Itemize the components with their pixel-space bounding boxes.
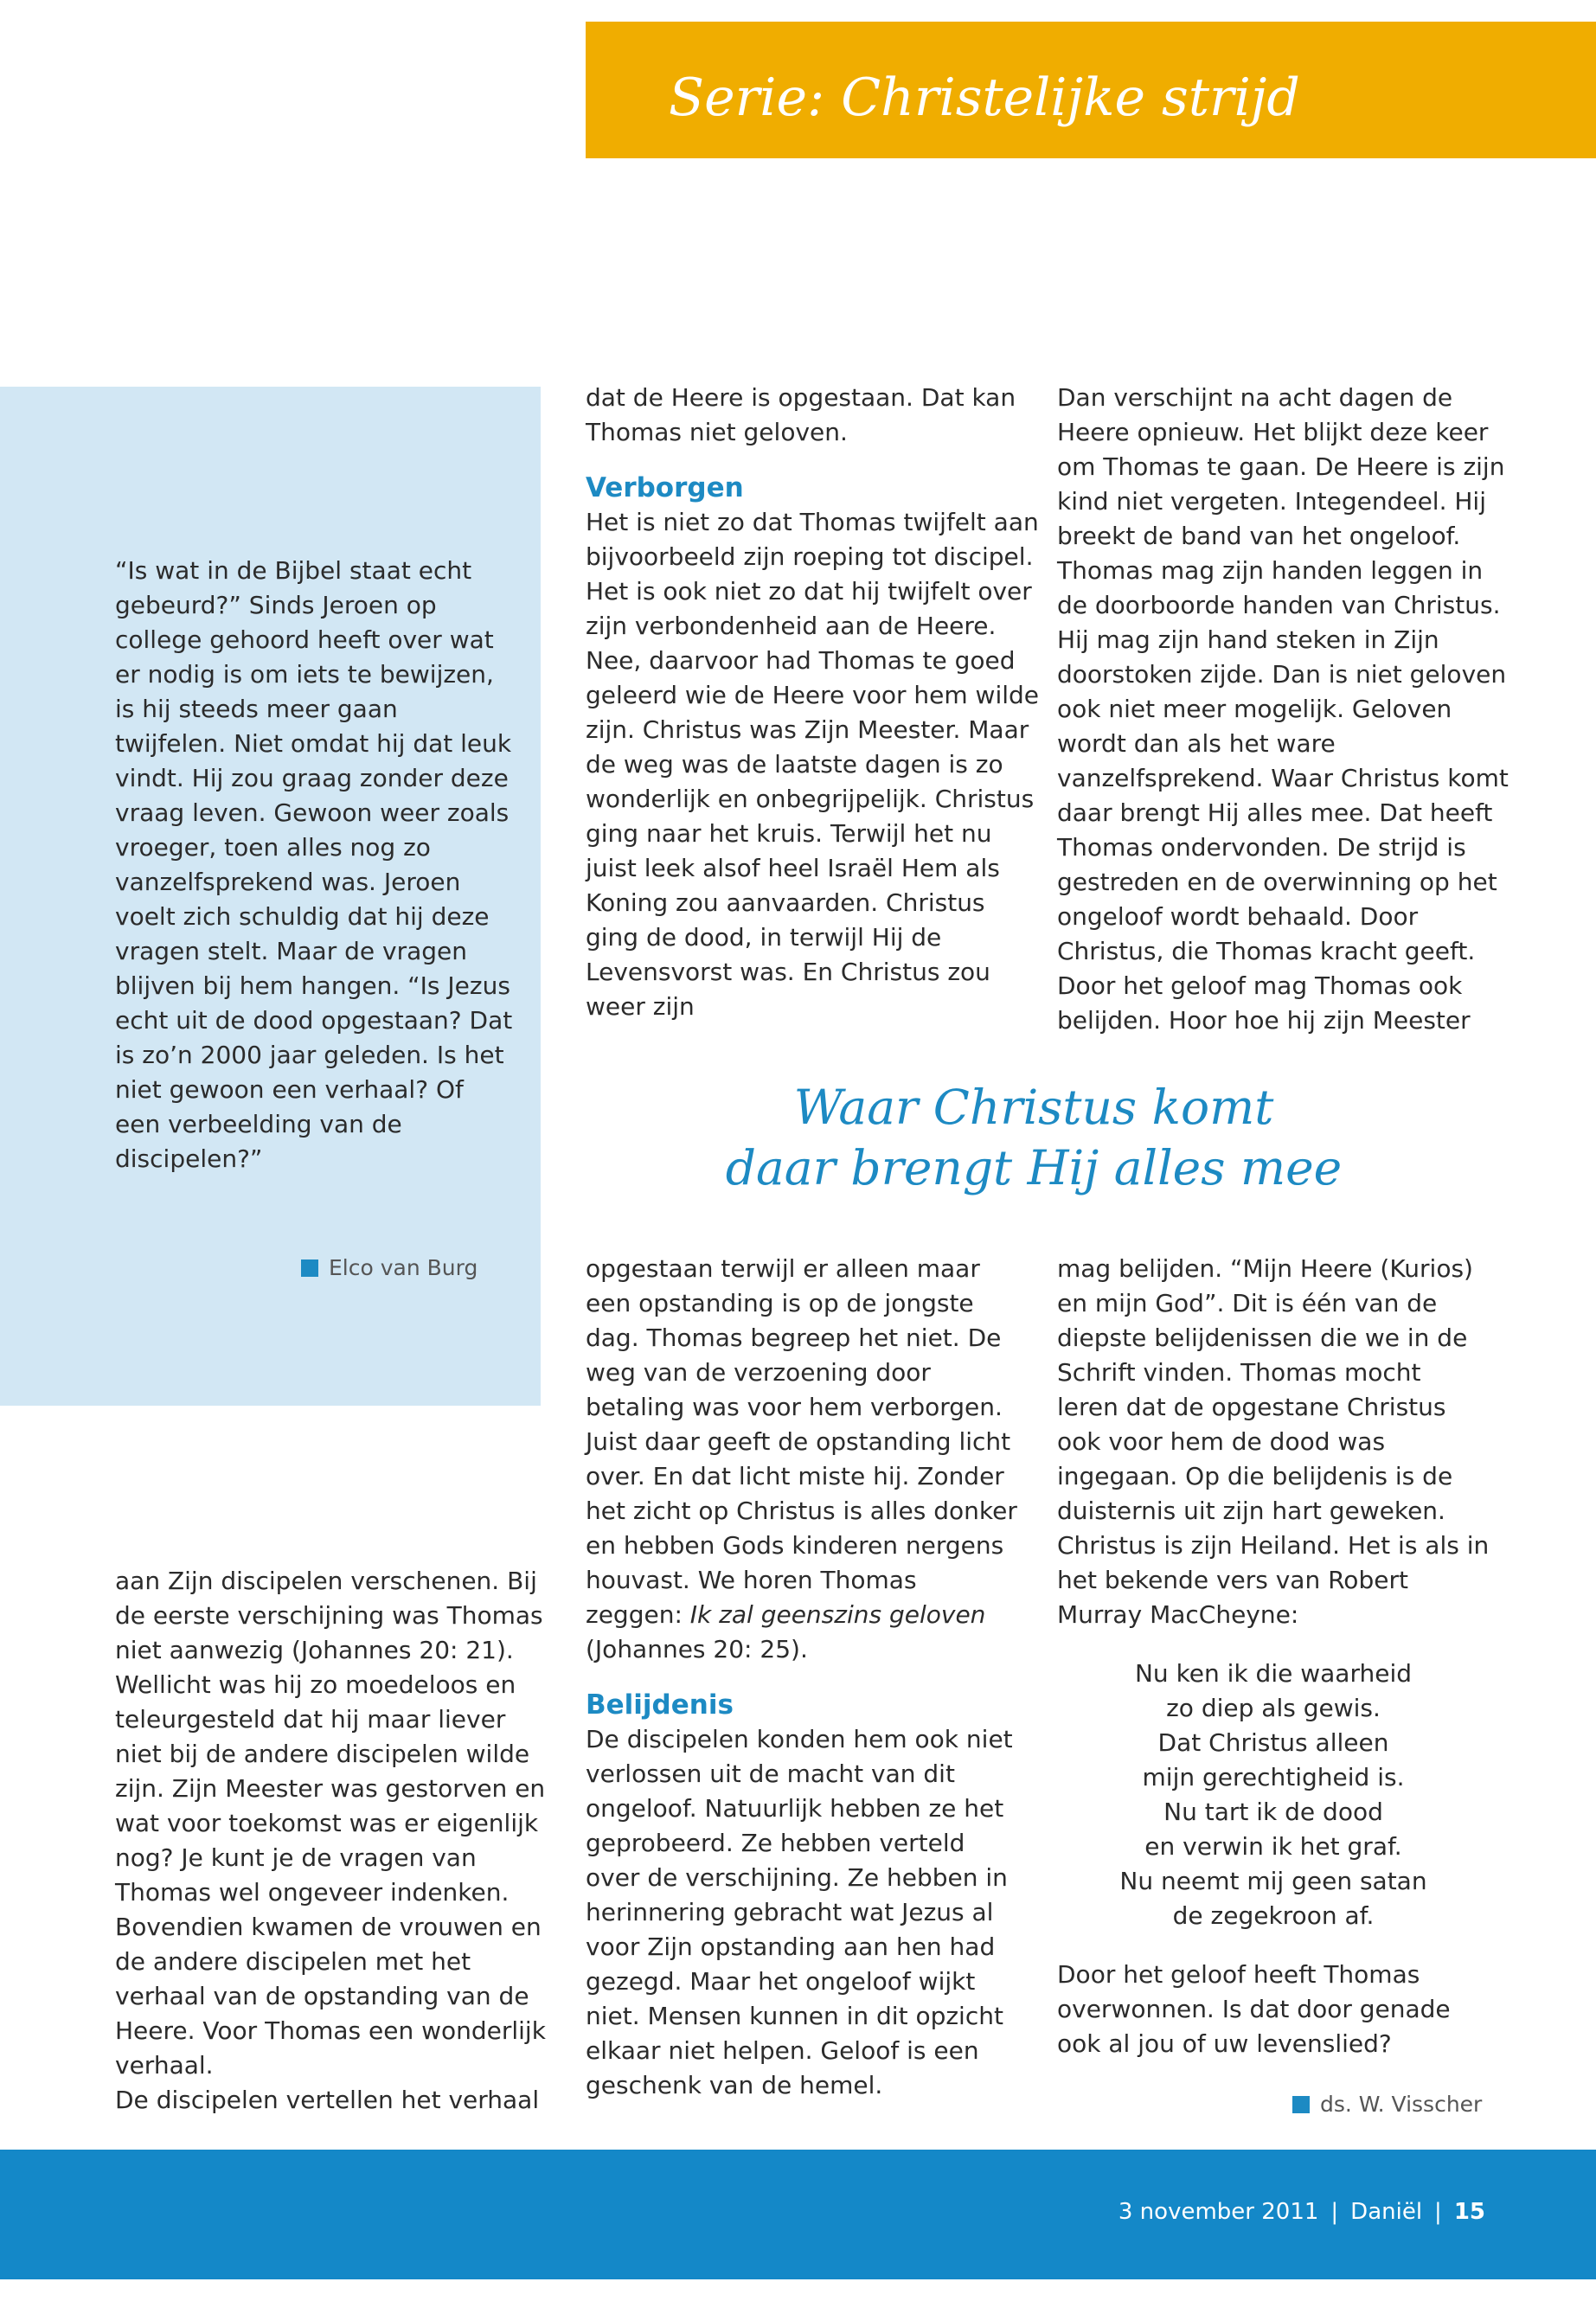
column-1-bottom: [115, 1564, 548, 2118]
paragraph-text: opgestaan terwijl er alleen maar een opstanding is op de jongste dag. Thomas begreep het niet. De weg van de verzoening door betaling was voor hem verborgen. Juist daar geeft de opstanding licht over. En dat licht miste hij. Zonder het zicht op Christus is alles donker en hebben Gods kinderen nergens houvast. We horen Thomas zeggen:: [586, 1254, 1017, 1629]
paragraph: dat de Heere is opgestaan. Dat kan Thomas niet geloven.: [586, 383, 1016, 446]
paragraph: De discipelen vertellen het verhaal: [115, 2086, 540, 2114]
poem-line: de zegekroon af.: [1172, 1901, 1375, 1930]
poem-line: en verwin ik het graf.: [1144, 1832, 1402, 1861]
column-2-bottom: [586, 1252, 1018, 2103]
poem-line: Nu ken ik die waarheid: [1134, 1659, 1413, 1688]
subheading-belijdenis: Belijdenis: [586, 1689, 734, 1721]
intro-author: [301, 1251, 478, 1285]
paragraph-text: (Johannes 20: 25).: [586, 1635, 808, 1663]
poem: [1057, 1657, 1490, 1933]
pull-quote: [657, 1077, 1410, 1198]
author-square-icon: [1292, 2096, 1310, 2113]
paragraph: aan Zijn discipelen verschenen. Bij de eerste verschijning was Thomas niet aanwezig (Johannes 20: 21). Wellicht was hij zo moedeloos en teleurgesteld dat hij maar liever niet bij de andere discipelen wilde zijn. Zijn Meester was gestorven en wat voor toekomst was er eigenlijk nog? Je kunt je de vragen van Thomas wel ongeveer indenken. Bovendien kwamen de vrouwen en de andere discipelen met het verhaal van de opstanding van de Heere. Voor Thomas een wonderlijk verhaal.: [115, 1567, 546, 2080]
column-2-top: [586, 381, 1040, 1024]
paragraph: [586, 1252, 1018, 1667]
footer-text: [1118, 2195, 1485, 2229]
footer-publication: Daniël: [1350, 2199, 1423, 2225]
paragraph: Door het geloof heeft Thomas overwonnen. Is dat door genade ook al jou of uw levenslied?: [1057, 1960, 1451, 2058]
poem-line: Dat Christus alleen: [1157, 1728, 1389, 1757]
series-banner: [586, 22, 1596, 158]
page-footer: [0, 2150, 1596, 2279]
intro-author-name: Elco van Burg: [329, 1255, 478, 1280]
pull-quote-line: daar brengt Hij alles mee: [725, 1140, 1343, 1195]
series-title: Serie: Christelijke strijd: [669, 67, 1300, 128]
footer-date: 3 november 2011: [1118, 2199, 1319, 2225]
column-3-top: [1057, 381, 1511, 1038]
pull-quote-line: Waar Christus komt: [793, 1080, 1274, 1135]
article-author: [1292, 2087, 1482, 2122]
paragraph: Het is niet zo dat Thomas twijfelt aan bijvoorbeeld zijn roeping tot discipel. Het is ook niet zo dat hij twijfelt over zijn verbondenheid aan de Heere. Nee, daarvoor had Thomas te goed geleerd wie de Heere voor hem wilde zijn. Christus was Zijn Meester. Maar de weg was de laatste dagen is zo wonderlijk en onbegrijpelijk. Christus ging naar het kruis. Terwijl het nu juist leek alsof heel Israël Hem als Koning zou aanvaarden. Christus ging de dood, in terwijl Hij de Levensvorst was. En Christus zou weer zijn: [586, 508, 1040, 1021]
poem-line: Nu tart ik de dood: [1163, 1798, 1383, 1826]
subheading-verborgen: Verborgen: [586, 472, 744, 503]
footer-separator: |: [1330, 2199, 1339, 2225]
article-author-name: ds. W. Visscher: [1320, 2092, 1483, 2117]
poem-line: zo diep als gewis.: [1166, 1694, 1381, 1722]
paragraph: mag belijden. “Mijn Heere (Kurios) en mijn God”. Dit is één van de diepste belijdenissen die we in de Schrift vinden. Thomas mocht leren dat de opgestane Christus ook voor hem de dood was ingegaan. Op die belijdenis is de duisternis uit zijn hart geweken. Christus is zijn Heiland. Het is als in het bekende vers van Robert Murray MacCheyne:: [1057, 1254, 1490, 1629]
footer-separator: |: [1434, 2199, 1442, 2225]
scripture-quote: Ik zal geenszins geloven: [689, 1600, 986, 1629]
intro-text: “Is wat in de Bijbel staat echt gebeurd?” Sinds Jeroen op college gehoord heeft over wat er nodig is om iets te bewijzen, is hij steeds meer gaan twijfelen. Niet omdat hij dat leuk vindt. Hij zou graag zonder deze vraag leven. Gewoon weer zoals vroeger, toen alles nog zo vanzelfsprekend was. Jeroen voelt zich schuldig dat hij deze vragen stelt. Maar de vragen blijven bij hem hangen. “Is Jezus echt uit de dood opgestaan? Dat is zo’n 2000 jaar geleden. Is het niet gewoon een verhaal? Of een verbeelding van de discipelen?”: [115, 556, 513, 1173]
column-3-bottom: [1057, 1252, 1490, 2061]
poem-line: mijn gerechtigheid is.: [1142, 1763, 1405, 1791]
page-number: 15: [1453, 2199, 1485, 2225]
paragraph: Dan verschijnt na acht dagen de Heere opnieuw. Het blijkt deze keer om Thomas te gaan. De Heere is zijn kind niet vergeten. Integendeel. Hij breekt de band van het ongeloof. Thomas mag zijn handen leggen in de doorboorde handen van Christus. Hij mag zijn hand steken in Zijn doorstoken zijde. Dan is niet geloven ook niet meer mogelijk. Geloven wordt dan als het ware vanzelfsprekend. Waar Christus komt daar brengt Hij alles mee. Dat heeft Thomas ondervonden. De strijd is gestreden en de overwinning op het ongeloof wordt behaald. Door Christus, die Thomas kracht geeft. Door het geloof mag Thomas ook belijden. Hoor hoe hij zijn Meester: [1057, 383, 1509, 1035]
author-square-icon: [301, 1259, 318, 1277]
paragraph: De discipelen konden hem ook niet verlossen uit de macht van dit ongeloof. Natuurlijk hebben ze het geprobeerd. Ze hebben verteld over de verschijning. Ze hebben in herinnering gebracht wat Jezus al voor Zijn opstanding aan hen had gezegd. Maar het ongeloof wijkt niet. Mensen kunnen in dit opzicht elkaar niet helpen. Geloof is een geschenk van de hemel.: [586, 1725, 1013, 2099]
poem-line: Nu neemt mij geen satan: [1119, 1867, 1427, 1895]
